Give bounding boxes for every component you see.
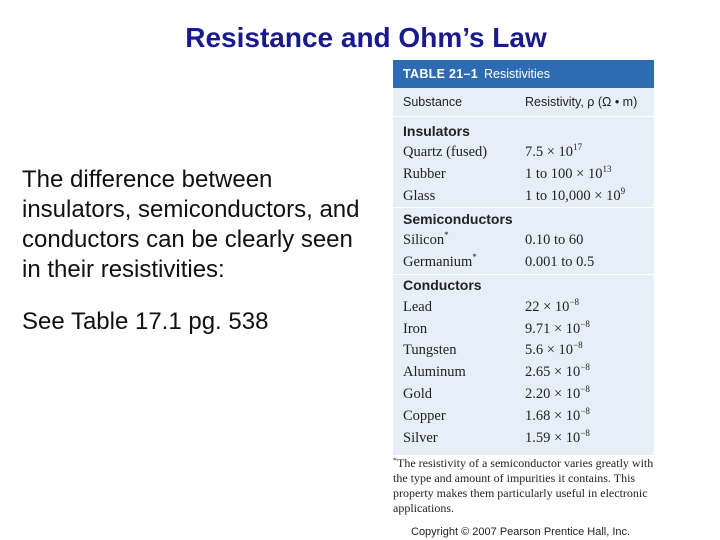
resistivity-exponent: −8 [580, 405, 590, 416]
resistivity-exponent: 9 [620, 185, 626, 196]
table-row [393, 384, 654, 406]
substance-name: Germanium [403, 254, 473, 271]
resistivity-value: 5.6 × 10 [525, 342, 574, 359]
slide-body [22, 165, 372, 337]
table-body [393, 117, 654, 449]
table-caption [393, 60, 654, 88]
column-resistivity: Resistivity, ρ (Ω • m) [525, 95, 638, 109]
footnote-reference: * [444, 230, 449, 241]
resistivity-exponent: −8 [580, 318, 590, 329]
body-paragraph-1: The difference between insulators, semiconductors, and conductors can be clearly seen in their resistivities: [22, 166, 360, 283]
resistivity-cell [525, 296, 580, 316]
substance-cell [403, 408, 525, 425]
resistivity-cell [525, 318, 590, 338]
resistivity-value: 0.10 to 60 [525, 232, 584, 249]
resistivity-cell [525, 144, 582, 161]
table-row [393, 318, 654, 340]
table-row [393, 142, 654, 164]
substance-cell [403, 299, 525, 316]
footnote-text: The resistivity of a semiconductor varies greatly with the type and amount of impurities it contains. This property makes them particularly useful in electronic applications. [393, 456, 654, 515]
table-row [393, 296, 654, 318]
resistivity-exponent: 13 [602, 163, 612, 174]
table-category: Insulators [403, 122, 470, 139]
resistivity-cell [525, 185, 626, 205]
table-row [393, 164, 654, 186]
body-paragraph-2: See Table 17.1 pg. 538 [22, 308, 269, 335]
resistivity-value: 1.68 × 10 [525, 407, 581, 424]
table-category: Semiconductors [393, 207, 654, 230]
resistivity-exponent: 17 [573, 142, 583, 153]
resistivity-exponent: −8 [569, 296, 580, 307]
resistivity-cell [525, 232, 583, 249]
resistivity-value: 2.20 × 10 [525, 385, 581, 402]
resistivity-value: 7.5 × 10 [525, 144, 574, 161]
table-number: TABLE 21–1 [403, 67, 479, 81]
resistivity-exponent: −8 [580, 427, 590, 438]
table-row [393, 252, 654, 274]
substance-name: Silver [403, 429, 438, 446]
substance-cell [403, 321, 525, 338]
resistivity-value: 1 to 100 × 10 [525, 165, 603, 182]
copyright-notice: Copyright © 2007 Pearson Prentice Hall, Inc. [411, 526, 631, 538]
substance-cell [403, 364, 525, 381]
substance-cell [403, 386, 525, 403]
table-row [393, 340, 654, 362]
resistivity-cell [525, 163, 612, 183]
resistivity-value: 22 × 10 [525, 298, 570, 315]
table-row [393, 362, 654, 384]
substance-cell [403, 430, 525, 447]
table-footnote [393, 456, 655, 516]
table-category: Conductors [393, 274, 654, 297]
substance-name: Copper [403, 407, 446, 424]
substance-cell [403, 166, 525, 183]
resistivity-value: 1.59 × 10 [525, 429, 581, 446]
resistivity-value: 2.65 × 10 [525, 364, 581, 381]
resistivity-value: 1 to 10,000 × 10 [525, 187, 621, 204]
footnote-reference: * [472, 252, 477, 263]
substance-name: Tungsten [403, 342, 457, 359]
substance-name: Rubber [403, 165, 446, 182]
resistivity-exponent: −8 [580, 362, 590, 373]
table-row [393, 427, 654, 449]
resistivity-cell [525, 427, 590, 447]
substance-name: Iron [403, 320, 428, 337]
substance-cell [403, 188, 525, 205]
substance-cell [403, 144, 525, 161]
column-substance: Substance [403, 95, 463, 109]
slide-title: Resistance and Ohm’s Law [185, 22, 547, 53]
substance-cell [403, 232, 525, 249]
footnote-mark: * [393, 456, 397, 465]
table-row [393, 185, 654, 207]
table-column-header [393, 88, 654, 117]
substance-name: Lead [403, 298, 432, 315]
resistivity-cell [525, 405, 590, 425]
substance-name: Quartz (fused) [403, 144, 488, 161]
table-title: Resistivities [484, 67, 551, 81]
substance-name: Silicon [403, 232, 445, 249]
resistivity-cell [525, 383, 590, 403]
resistivity-cell [525, 254, 594, 271]
substance-name: Aluminum [403, 364, 466, 381]
substance-name: Gold [403, 385, 432, 402]
resistivity-exponent: −8 [573, 340, 583, 351]
resistivity-cell [525, 364, 590, 381]
resistivity-exponent: −8 [580, 383, 590, 394]
resistivity-value: 9.71 × 10 [525, 320, 581, 337]
table-row [393, 230, 654, 252]
table-row [393, 405, 654, 427]
resistivity-value: 0.001 to 0.5 [525, 254, 595, 271]
substance-name: Glass [403, 187, 436, 204]
substance-cell [403, 342, 525, 359]
resistivity-table [393, 60, 654, 455]
resistivity-cell [525, 342, 583, 359]
substance-cell [403, 254, 525, 271]
